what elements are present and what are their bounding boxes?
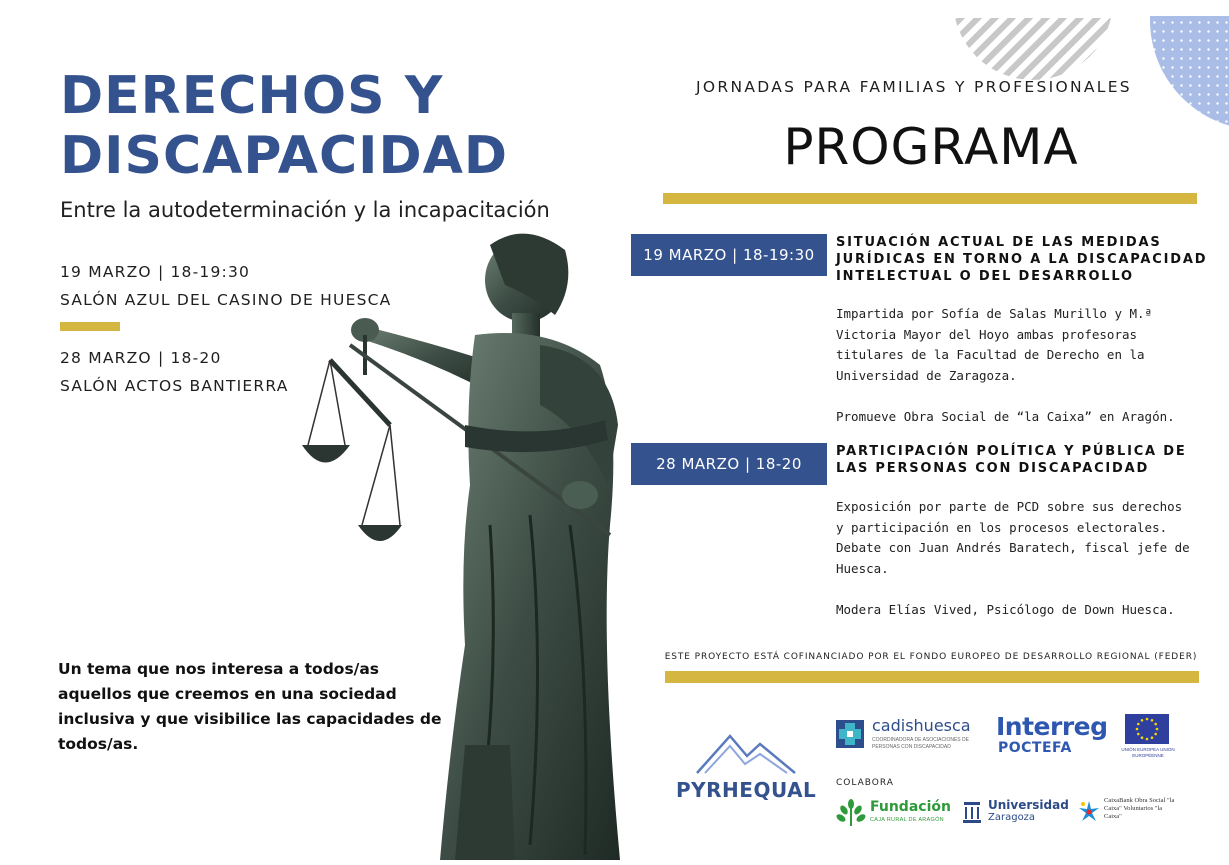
main-title: [60, 66, 620, 186]
fundacion-name: Fundación: [870, 799, 951, 815]
pyrhequal-logo-text: PYRHEQUAL: [676, 778, 817, 802]
session-1-title: SITUACIÓN ACTUAL DE LAS MEDIDAS JURÍDICAS EN TORNO A LA DISCAPACIDAD INTELECTUAL O DEL DESARROLLO: [836, 235, 1208, 284]
colabora-label: COLABORA: [836, 778, 894, 788]
wheat-icon: [836, 798, 866, 826]
caixa-star-icon: [1076, 799, 1102, 825]
gold-divider-short: [60, 322, 120, 331]
subtitle: Entre la autodeterminación y la incapacitación: [60, 198, 550, 222]
title-line-2: DISCAPACIDAD: [60, 126, 509, 186]
session-1-description: Impartida por Sofía de Salas Murillo y M.ª Victoria Mayor del Hoyo ambas profesoras titulares de la Facultad de Derecho en la Universidad de Zaragoza. Promueve Obra Social de “la Caixa” en Aragón.: [836, 306, 1175, 424]
gold-divider-bottom: [665, 671, 1199, 683]
cofinance-note: ESTE PROYECTO ESTÁ COFINANCIADO POR EL FONDO EUROPEO DE DESARROLLO REGIONAL (FEDER): [664, 652, 1198, 662]
fundacion-caja-rural-logo: [836, 798, 951, 828]
universidad-zaragoza-logo: [962, 798, 1069, 828]
universidad-name: Universidad: [988, 798, 1069, 812]
decorative-dotted-circle: [1150, 0, 1229, 130]
eu-label: UNIÓN EUROPEA UNION EUROPÉENNE: [1121, 747, 1175, 758]
gold-divider-top: [663, 193, 1197, 204]
cadishuesca-name: cadishuesca: [872, 716, 971, 735]
poctefa-logo-text: POCTEFA: [998, 740, 1072, 756]
session-2-date-badge: 28 MARZO | 18-20: [631, 443, 827, 485]
lady-justice-statue-image: [290, 225, 620, 860]
session-2-title: PARTICIPACIÓN POLÍTICA Y PÚBLICA DE LAS PERSONAS CON DISCAPACIDAD: [836, 444, 1187, 476]
left-event-2-date: 28 MARZO | 18-20: [60, 349, 222, 367]
university-building-icon: [962, 800, 982, 828]
cadishuesca-mark-icon: [836, 720, 864, 748]
universidad-city: Zaragoza: [988, 812, 1036, 823]
session-1-date-badge: 19 MARZO | 18-19:30: [631, 234, 827, 276]
left-event-2-place: SALÓN ACTOS BANTIERRA: [60, 377, 289, 395]
kicker: JORNADAS PARA FAMILIAS Y PROFESIONALES: [696, 78, 1132, 96]
cadishuesca-logo: [836, 716, 986, 756]
caixa-text: CaixaBank Obra Social "la Caixa" Voluntarios "la Caixa": [1104, 797, 1175, 820]
la-caixa-logo: [1076, 796, 1176, 828]
programa-heading: PROGRAMA: [783, 118, 1079, 176]
fundacion-subtitle: CAJA RURAL DE ARAGÓN: [870, 817, 944, 823]
eu-flag-icon: [1125, 714, 1169, 744]
session-2-description: Exposición por parte de PCD sobre sus derechos y participación en los procesos electorales. Debate con Juan Andrés Baratech, fiscal jefe de Huesca. Modera Elías Vived, Psicólogo de Down Huesca.: [836, 499, 1190, 617]
left-event-1-place: SALÓN AZUL DEL CASINO DE HUESCA: [60, 291, 392, 309]
tagline: Un tema que nos interesa a todos/as aquellos que creemos en una sociedad inclusiva y que visibilice las capacidades de todos/as.: [58, 660, 442, 753]
left-event-2: [60, 344, 289, 400]
left-event-1-date: 19 MARZO | 18-19:30: [60, 263, 251, 281]
cadishuesca-subtitle: COORDINADORA DE ASOCIACIONES DE PERSONAS CON DISCAPACIDAD: [872, 737, 969, 750]
interreg-logo-text: Interreg: [996, 712, 1108, 741]
title-line-1: DERECHOS Y: [60, 66, 444, 126]
